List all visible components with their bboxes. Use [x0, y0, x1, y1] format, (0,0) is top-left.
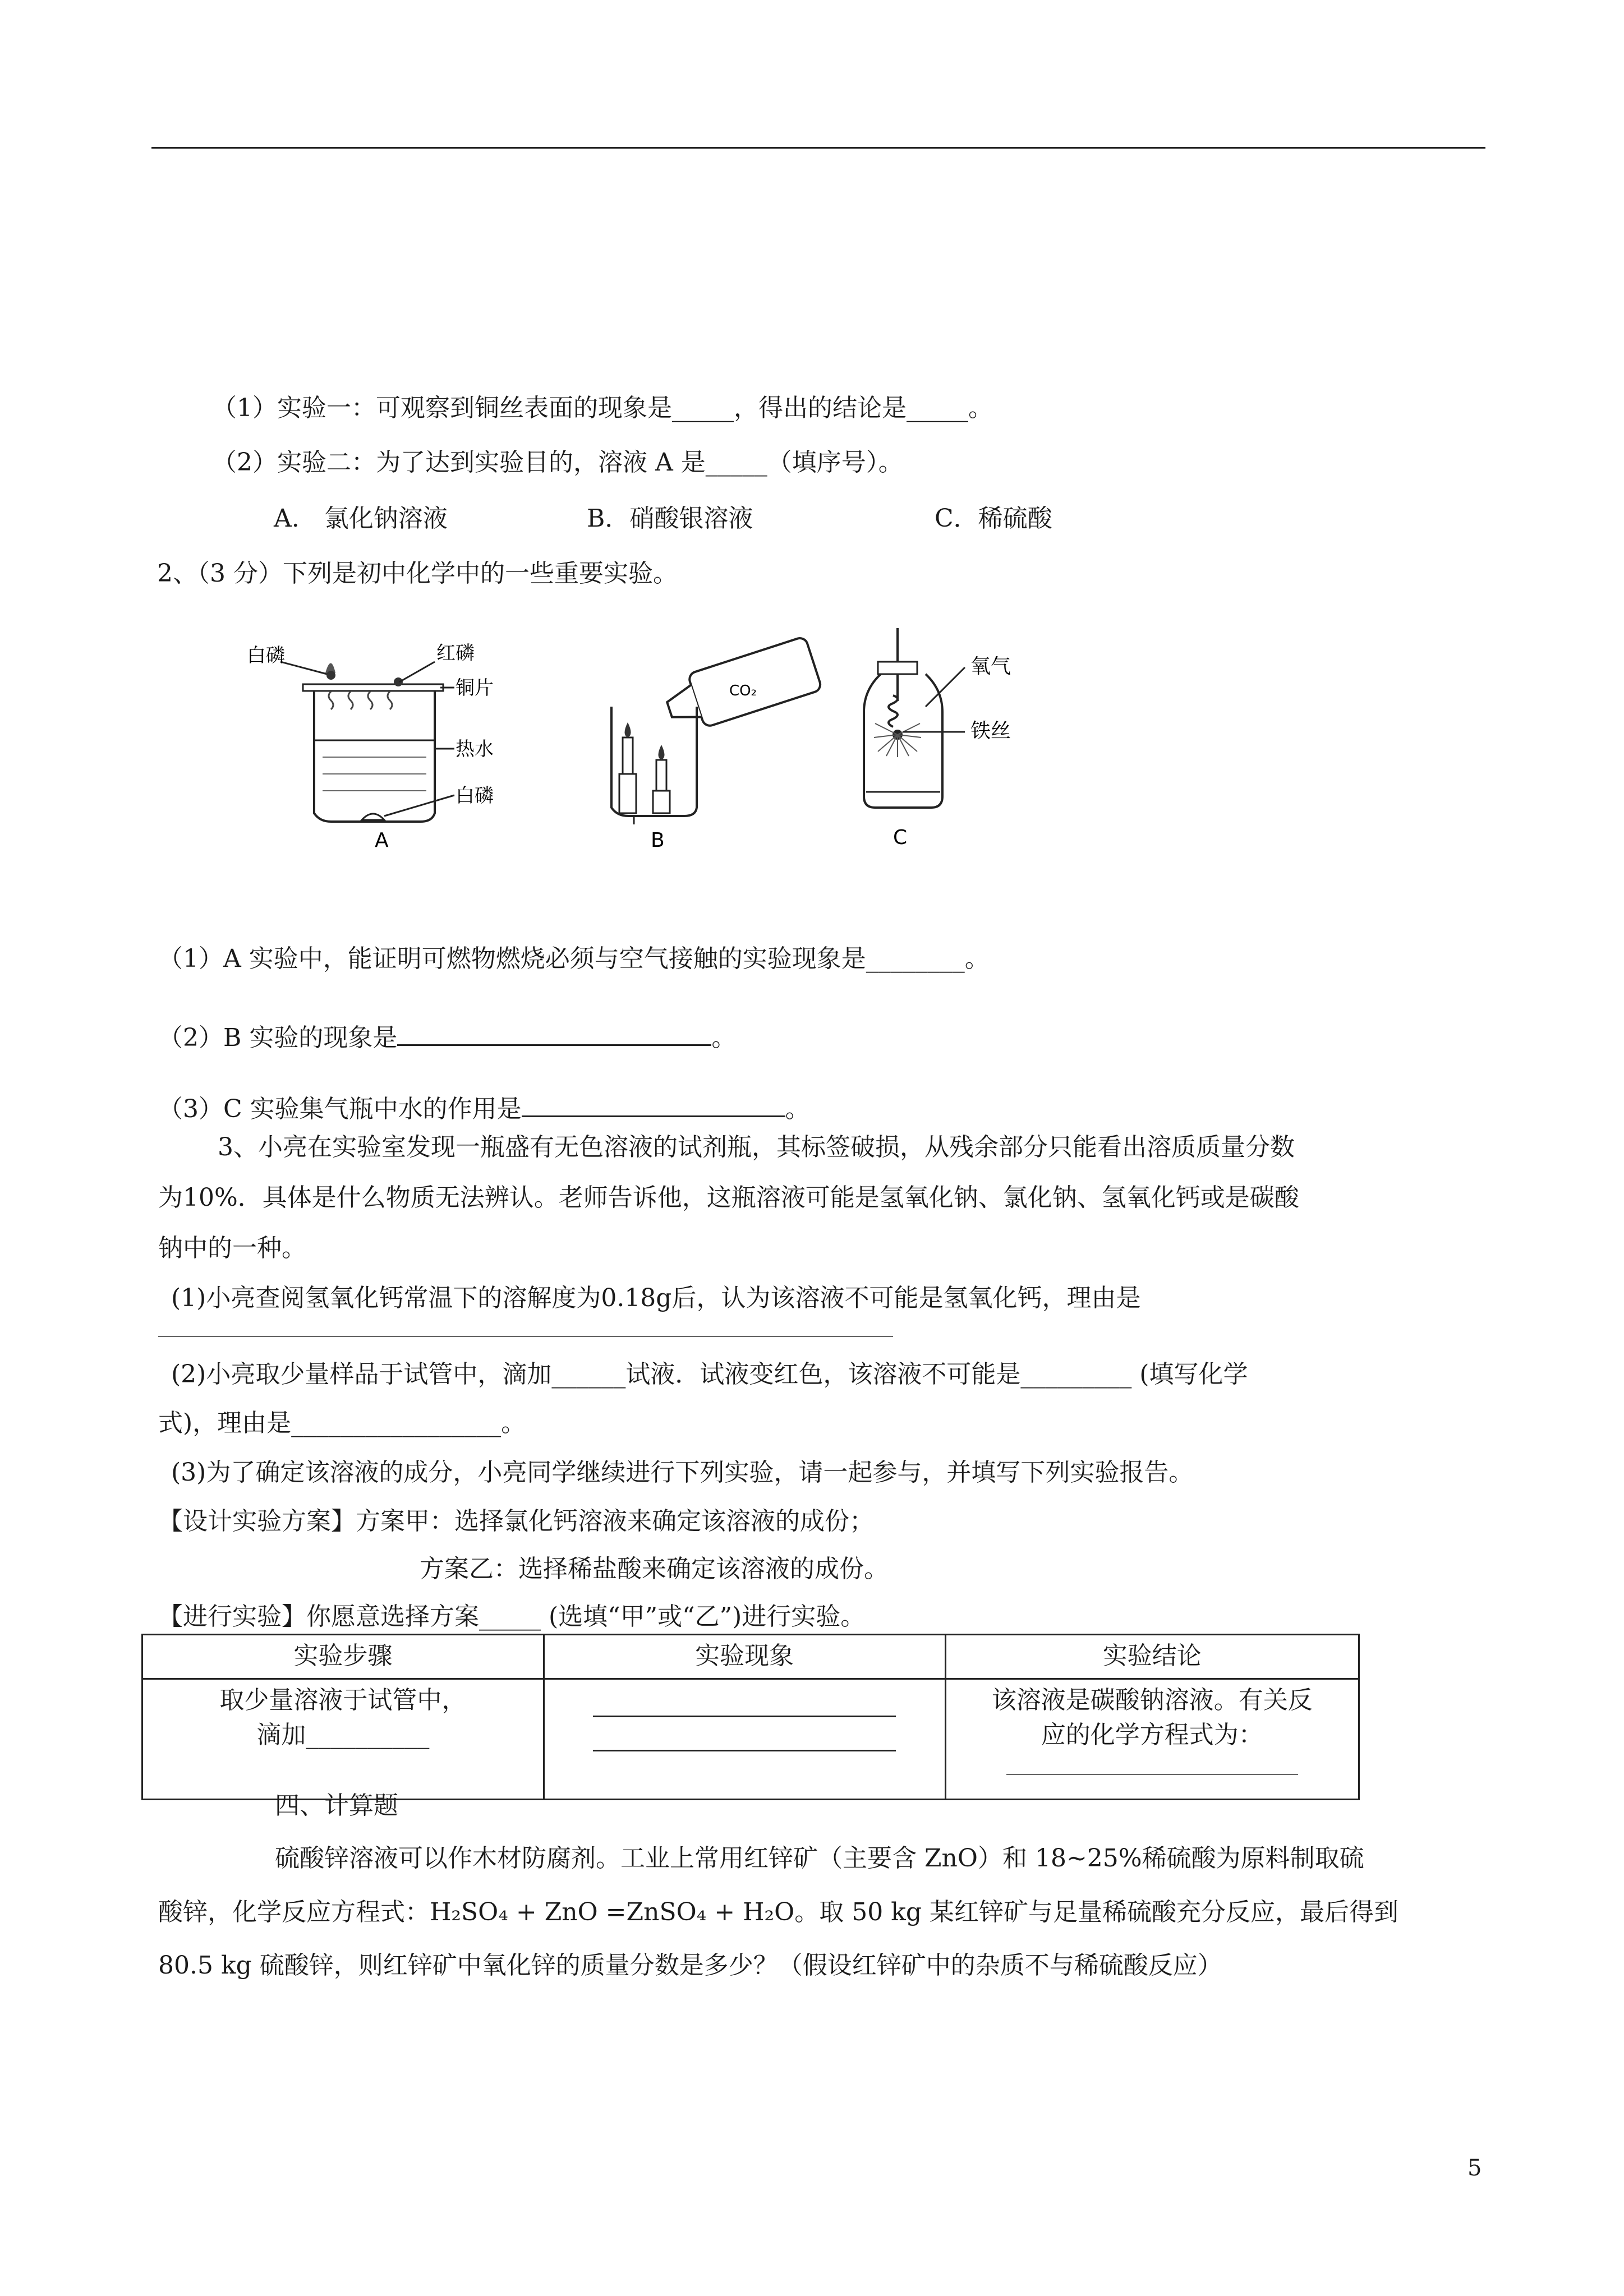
q3-intro-line3: 钠中的一种。 [158, 1234, 306, 1262]
header-rule [151, 147, 1485, 149]
q3-part1: (1)小亮查阅氢氧化钙常温下的溶解度为0.18g后，认为该溶液不可能是氢氧化钙，理由是 [171, 1284, 1141, 1312]
label-white-phosphorus-top: 白磷 [247, 644, 285, 667]
gas-label-co2: CO₂ [729, 683, 757, 699]
caption-a: A [375, 829, 389, 852]
q2-part3-text: （3）C 实验集气瓶中水的作用是 [158, 1095, 522, 1123]
label-oxygen: 氧气 [970, 655, 1011, 678]
phenomena-answer-line-1[interactable] [593, 1695, 896, 1717]
calc-line1: 硫酸锌溶液可以作木材防腐剂。工业上常用红锌矿（主要含 ZnO）和 18~25%稀硫酸为原料制取硫 [275, 1844, 1364, 1873]
conclusion-line2: 应的化学方程式为： [1041, 1721, 1263, 1749]
figure-b-co2-pour [600, 623, 836, 852]
caption-b: B [651, 829, 665, 852]
q1-part1: （1）实验一：可观察到铜丝表面的现象是_____，得出的结论是_____。 [212, 394, 993, 422]
answer-blank-c[interactable] [522, 1091, 785, 1117]
answer-blank-b[interactable] [397, 1020, 711, 1046]
phenomena-answer-line-2[interactable] [593, 1730, 896, 1751]
q2-part2-text: （2）B 实验的现象是 [158, 1023, 398, 1052]
calc-line3: 80.5 kg 硫酸锌，则红锌矿中氧化锌的质量分数是多少？（假设红锌矿中的杂质不与稀硫酸反应） [158, 1951, 1222, 1980]
option-b: B．硝酸银溶液 [587, 504, 753, 533]
conclusion-line1: 该溶液是碳酸钠溶液。有关反 [991, 1686, 1313, 1714]
question-2-title: 2、（3 分）下列是初中化学中的一些重要实验。 [157, 559, 678, 588]
answer-line-q3-part1[interactable] [158, 1336, 893, 1337]
q3-intro-line2: 为10%．具体是什么物质无法辨认。老师告诉他，这瓶溶液可能是氢氧化钠、氯化钠、氢氧化钙或是碳酸 [158, 1183, 1299, 1212]
design-plan-a: 【设计实验方案】方案甲：选择氯化钙溶液来确定该溶液的成份； [158, 1507, 874, 1536]
table-row [142, 1679, 1359, 1800]
cell-steps [142, 1679, 544, 1800]
table-header-row [142, 1635, 1359, 1679]
label-copper-sheet: 铜片 [456, 677, 494, 699]
q3-part3: (3)为了确定该溶液的成分，小亮同学继续进行下列实验，请一起参与，并填写下列实验报告。 [171, 1458, 1194, 1487]
q2-part2: （2）B 实验的现象是 。 [158, 1020, 736, 1054]
cell-phenomena[interactable] [544, 1679, 945, 1800]
cell-conclusion [945, 1679, 1359, 1800]
label-white-phosphorus-bottom: 白磷 [456, 785, 494, 807]
page-number: 5 [1467, 2155, 1482, 2181]
option-c: C．稀硫酸 [935, 504, 1052, 533]
label-iron-wire: 铁丝 [970, 720, 1011, 743]
figure-a-beaker [247, 639, 494, 852]
header-conclusion: 实验结论 [945, 1635, 1359, 1679]
equation-answer-line[interactable] [1006, 1763, 1298, 1775]
experiment-report-table [141, 1634, 1360, 1800]
header-phenomena: 实验现象 [544, 1635, 945, 1679]
label-red-phosphorus: 红磷 [436, 642, 475, 665]
design-plan-b: 方案乙：选择稀盐酸来确定该溶液的成份。 [420, 1555, 889, 1583]
proceed-choice: 【进行实验】你愿意选择方案_____ (选填“甲”或“乙”)进行实验。 [158, 1602, 866, 1631]
caption-c: C [893, 826, 908, 849]
header-steps: 实验步骤 [142, 1635, 544, 1679]
q3-part2-line1: (2)小亮取少量样品于试管中，滴加______试液．试液变红色，该溶液不可能是_________ (填写化学 [171, 1360, 1248, 1389]
q1-part2: （2）实验二：为了达到实验目的，溶液 A 是_____（填序号）。 [212, 448, 903, 477]
label-hot-water: 热水 [456, 738, 494, 760]
q2-part3: （3）C 实验集气瓶中水的作用是 。 [158, 1091, 810, 1125]
q3-intro-line1: 3、小亮在实验室发现一瓶盛有无色溶液的试剂瓶，其标签破损，从残余部分只能看出溶质质量分数 [218, 1133, 1295, 1161]
calc-line2: 酸锌，化学反应方程式：H₂SO₄ + ZnO =ZnSO₄ + H₂O。取 50 kg 某红锌矿与足量稀硫酸充分反应，最后得到 [158, 1898, 1398, 1926]
step-line2: 滴加__________ [256, 1721, 430, 1749]
q3-part2-line2: 式)，理由是_________________。 [158, 1409, 526, 1437]
option-a: A. 氯化钠溶液 [274, 504, 448, 533]
step-line1: 取少量溶液于试管中， [219, 1686, 467, 1714]
figure-c-iron-combustion [858, 628, 1083, 852]
section-4-title: 四、计算题 [275, 1791, 398, 1820]
q2-part1: （1）A 实验中，能证明可燃物燃烧必须与空气接触的实验现象是________。 [158, 944, 990, 973]
